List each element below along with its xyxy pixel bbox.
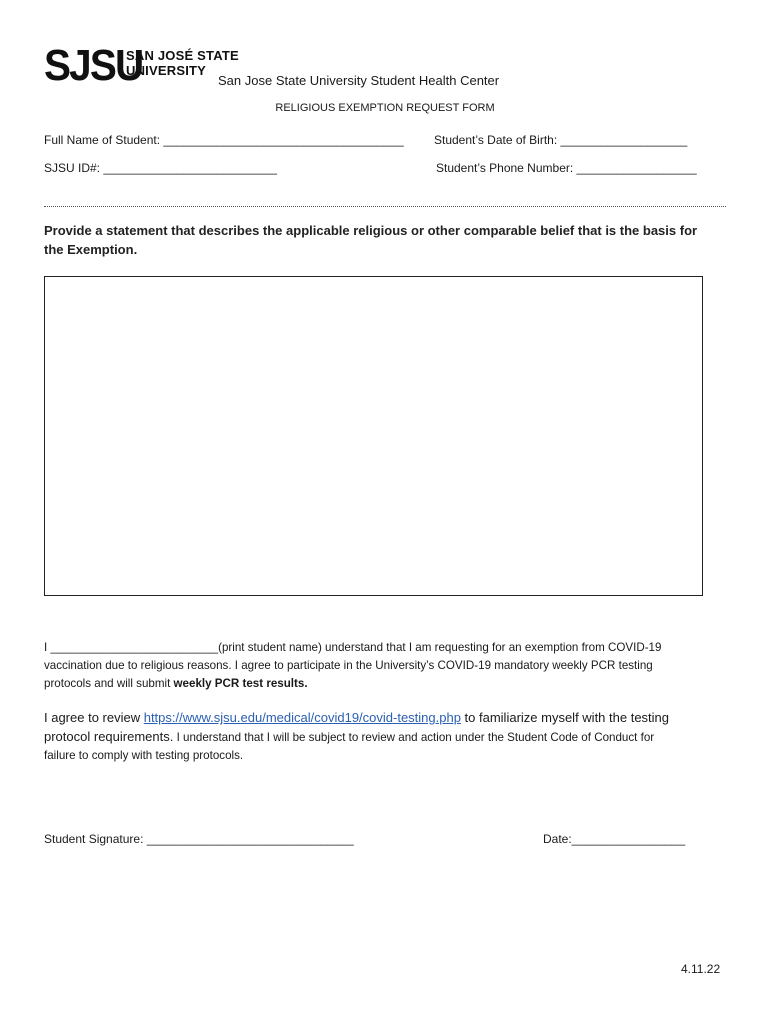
logo-line-1: SAN JOSÉ STATE [126,48,239,63]
full-name-field[interactable]: Full Name of Student: ____________________________________ [44,133,404,147]
covid-testing-link[interactable]: https://www.sjsu.edu/medical/covid19/covid-testing.php [143,710,461,725]
sjsu-id-field[interactable]: SJSU ID#: __________________________ [44,161,277,175]
statement-prompt [44,221,724,259]
section-divider [44,206,726,207]
form-title: RELIGIOUS EXEMPTION REQUEST FORM [275,102,495,114]
statement-prompt-line-1: Provide a statement that describes the applicable religious or other comparable belief that is the basis for [44,223,698,238]
health-center-name: San Jose State University Student Health Center [218,73,500,88]
ack-line-2: vaccination due to religious reasons. I agree to participate in the University’s COVID-19 mandatory weekly PCR testing [44,659,653,672]
ack-line-1: I __________________________(print student name) understand that I am requesting for an exemption from COVID-19 [44,641,662,654]
sjsu-logo-mark: SJSU [44,41,143,90]
review-line-2-rest: I understand that I will be subject to review and action under the Student Code of Conduct for [173,731,655,744]
signature-date-field[interactable]: Date:_________________ [543,832,686,846]
date-of-birth-field[interactable]: Student’s Date of Birth: ___________________ [434,133,688,147]
review-line-2-prefix: protocol requirements. [44,729,174,744]
review-lead-text: I agree to review [44,710,144,725]
review-paragraph [44,709,734,765]
statement-prompt-line-2: the Exemption. [44,242,138,257]
acknowledgement-paragraph [44,639,734,693]
ack-line-3-text: protocols and will submit [44,677,174,690]
ack-line-3 [44,675,734,693]
statement-textbox[interactable] [44,276,703,596]
form-version: 4.11.22 [681,962,721,976]
review-line-2 [44,728,734,747]
review-line-3: failure to comply with testing protocols. [44,749,244,762]
student-signature-field[interactable]: Student Signature: _______________________________ [44,832,354,846]
ack-line-3-bold: weekly PCR test results. [173,677,308,690]
phone-number-field[interactable]: Student’s Phone Number: __________________ [436,161,697,175]
review-line-1 [44,709,734,728]
review-after-link: to familiarize myself with the testing [460,710,670,725]
logo-line-2: UNIVERSITY [126,63,207,78]
